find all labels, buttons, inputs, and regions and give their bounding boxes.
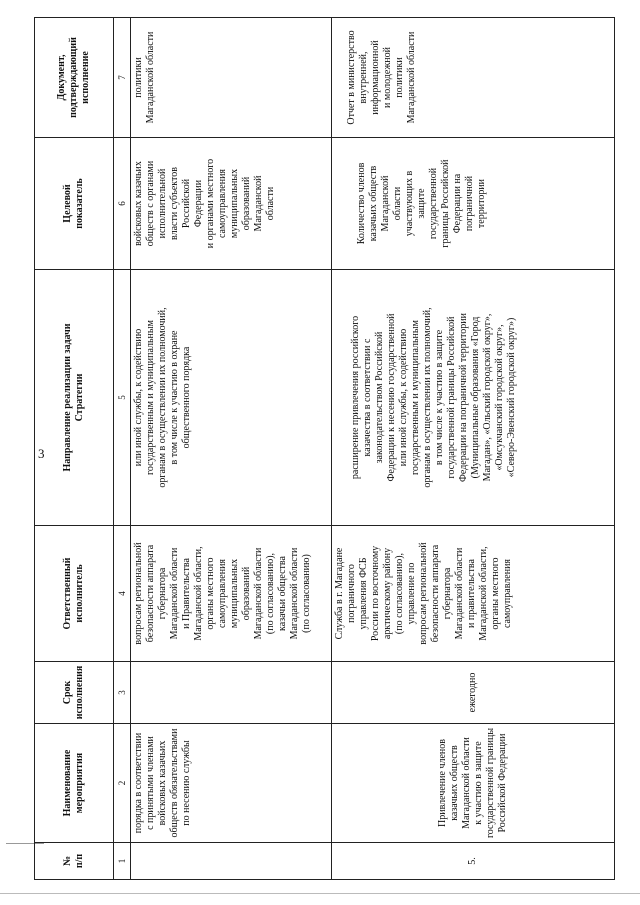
header-name: Наименование мероприятия — [35, 724, 114, 843]
confirming-document: Отчет в министерство внутренней, информационной и молодежной политики Магаданской области — [332, 18, 615, 138]
column-number: 5 — [114, 270, 131, 526]
header-indicator: Целевой показатель — [35, 138, 114, 270]
column-number: 7 — [114, 18, 131, 138]
target-indicator: Количество членов казачьих обществ Магаданской области участвующих в защите государственной границы Российской Федерации на пограничной территории — [332, 138, 615, 270]
table-row — [131, 18, 332, 880]
column-number: 2 — [114, 724, 131, 843]
row-number — [131, 843, 332, 880]
action-plan-table — [34, 17, 615, 880]
page-number: 3 — [38, 446, 45, 461]
table-header-row — [35, 18, 114, 880]
bottom-rule — [0, 893, 640, 894]
target-indicator: войсковых казачьих обществ с органами исполнительной власти субъектов Российской Федерации и органами местного самоуправления муниципальных образований Магаданской области — [131, 138, 332, 270]
confirming-document: политики Магаданской области — [131, 18, 332, 138]
column-number: 6 — [114, 138, 131, 270]
measure-name: Привлечение членов казачьих обществ Магаданской области к участию в защите государственной границы Российской Федерации — [332, 724, 615, 843]
header-document: Документ, подтверждающий исполнение — [35, 18, 114, 138]
column-number: 4 — [114, 526, 131, 662]
column-number-row — [114, 18, 131, 880]
header-term: Срок исполнения — [35, 662, 114, 724]
term: ежегодно — [332, 662, 615, 724]
header-direction: Направление реализации задачи Стратегии — [35, 270, 114, 526]
header-num: № п/п — [35, 843, 114, 880]
column-number: 1 — [114, 843, 131, 880]
header-executor: Ответственный исполнитель — [35, 526, 114, 662]
rotated-table-container — [34, 18, 616, 880]
measure-name: порядка в соответствии с принятыми членами войсковых казачьих обществ обязательствами по несению службы — [131, 724, 332, 843]
term — [131, 662, 332, 724]
implementation-direction: или иной службы, к содействию государственным и муниципальным органам в осуществлении их полномочий, в том числе к участию в охране общественного порядка — [131, 270, 332, 526]
implementation-direction: расширение привлечения российского казачества в соответствии с законодательством Российской Федерации к несению государственной или иной службы, к содействию государственным и муниципальным органам в осуществлении их полномочий, в том числе к участию в защите государственной границы Российской Федерации на пограничной территории (Муниципальные образования «Город Магадан», «Ольский городской округ», «Омсукчанский городской округ», «Северо-Эвенский городской округ») — [332, 270, 615, 526]
column-number: 3 — [114, 662, 131, 724]
table-row — [332, 18, 615, 880]
row-number: 5. — [332, 843, 615, 880]
responsible-executor: Служба в г. Магадане пограничного управления ФСБ России по восточному арктическому району (по согласованию), управление по вопросам региональной безопасности аппарата губернатора Магаданской области и правительства Магаданской области, органы местного самоуправления — [332, 526, 615, 662]
responsible-executor: вопросам региональной безопасности аппарата губернатора Магаданской области и Правительства Магаданской области, органы местного самоуправления муниципальных образований Магаданской области (по согласованию), казачьи общества Магаданской области (по согласованию) — [131, 526, 332, 662]
